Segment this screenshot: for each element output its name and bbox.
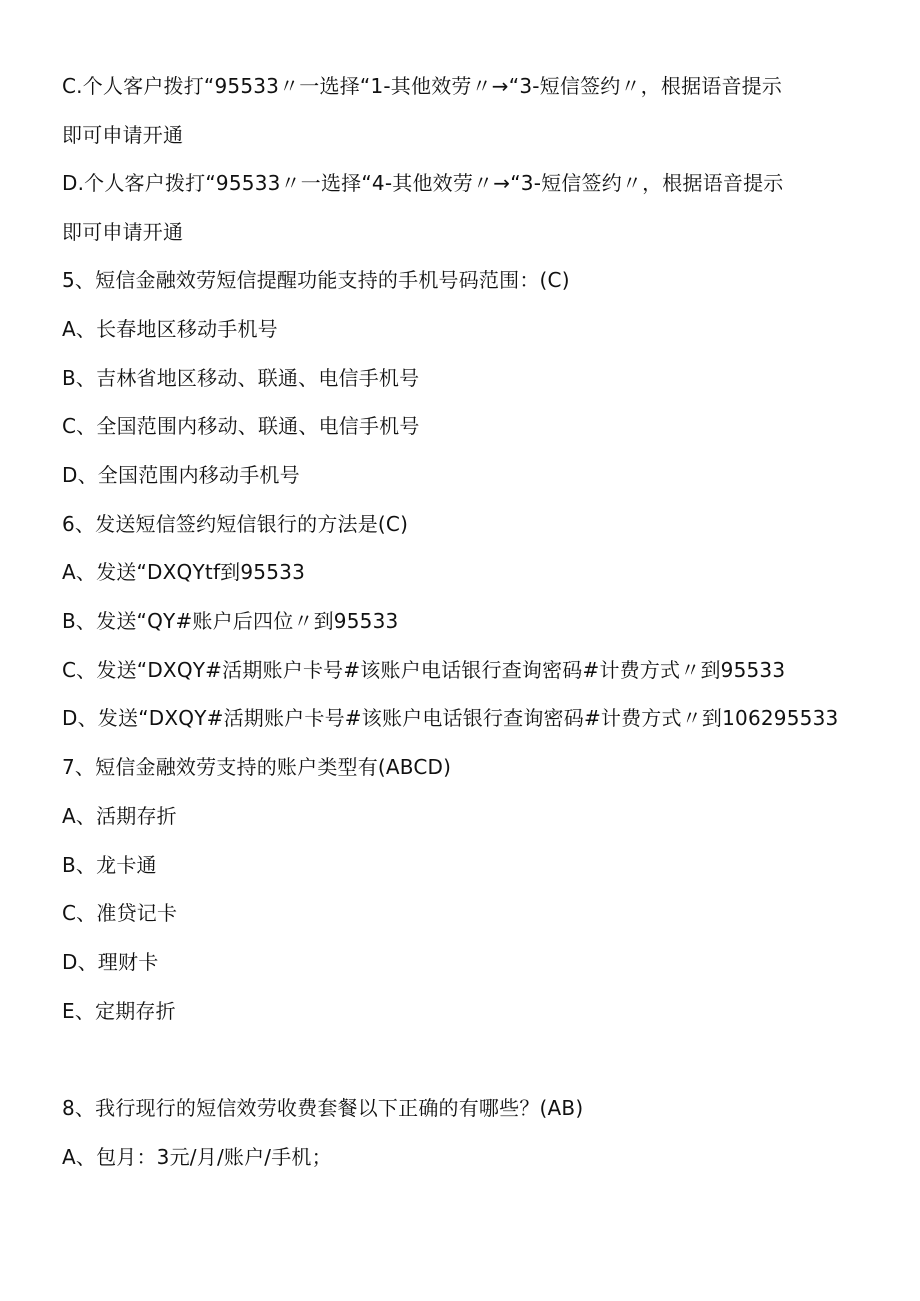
option-d-q5: D、全国范围内移动手机号 xyxy=(62,463,300,487)
option-d-q4-cont: 即可申请开通 xyxy=(62,220,184,244)
option-a-q5: A、长春地区移动手机号 xyxy=(62,317,278,341)
question-6: 6、发送短信签约短信银行的方法是(C) xyxy=(62,512,409,536)
option-d-q7: D、理财卡 xyxy=(62,950,159,974)
option-a-q6: A、发送“DXQYtf到95533 xyxy=(62,560,306,584)
option-c-q4: C.个人客户拨打“95533〃一选择“1-其他效劳〃→“3-短信签约〃，根据语音提示 xyxy=(62,74,783,98)
option-e-q7: E、定期存折 xyxy=(62,999,176,1023)
option-b-q5: B、吉林省地区移动、联通、电信手机号 xyxy=(62,366,420,390)
option-c-q5: C、全国范围内移动、联通、电信手机号 xyxy=(62,414,420,438)
option-c-q7: C、准贷记卡 xyxy=(62,901,178,925)
option-d-q4: D.个人客户拨打“95533〃一选择“4-其他效劳〃→“3-短信签约〃，根据语音提示 xyxy=(62,171,784,195)
option-b-q7: B、龙卡通 xyxy=(62,853,157,877)
option-b-q6: B、发送“QY#账户后四位〃到95533 xyxy=(62,609,399,633)
question-8: 8、我行现行的短信效劳收费套餐以下正确的有哪些？(AB) xyxy=(62,1096,584,1120)
option-c-q6: C、发送“DXQY#活期账户卡号#该账户电话银行查询密码#计费方式〃到95533 xyxy=(62,658,786,682)
question-7: 7、短信金融效劳支持的账户类型有(ABCD) xyxy=(62,755,452,779)
option-c-q4-cont: 即可申请开通 xyxy=(62,123,184,147)
question-5: 5、短信金融效劳短信提醒功能支持的手机号码范围：(C) xyxy=(62,268,570,292)
option-a-q8: A、包月：3元/月/账户/手机； xyxy=(62,1145,332,1169)
option-a-q7: A、活期存折 xyxy=(62,804,177,828)
option-d-q6: D、发送“DXQY#活期账户卡号#该账户电话银行查询密码#计费方式〃到106295533 xyxy=(62,706,839,730)
